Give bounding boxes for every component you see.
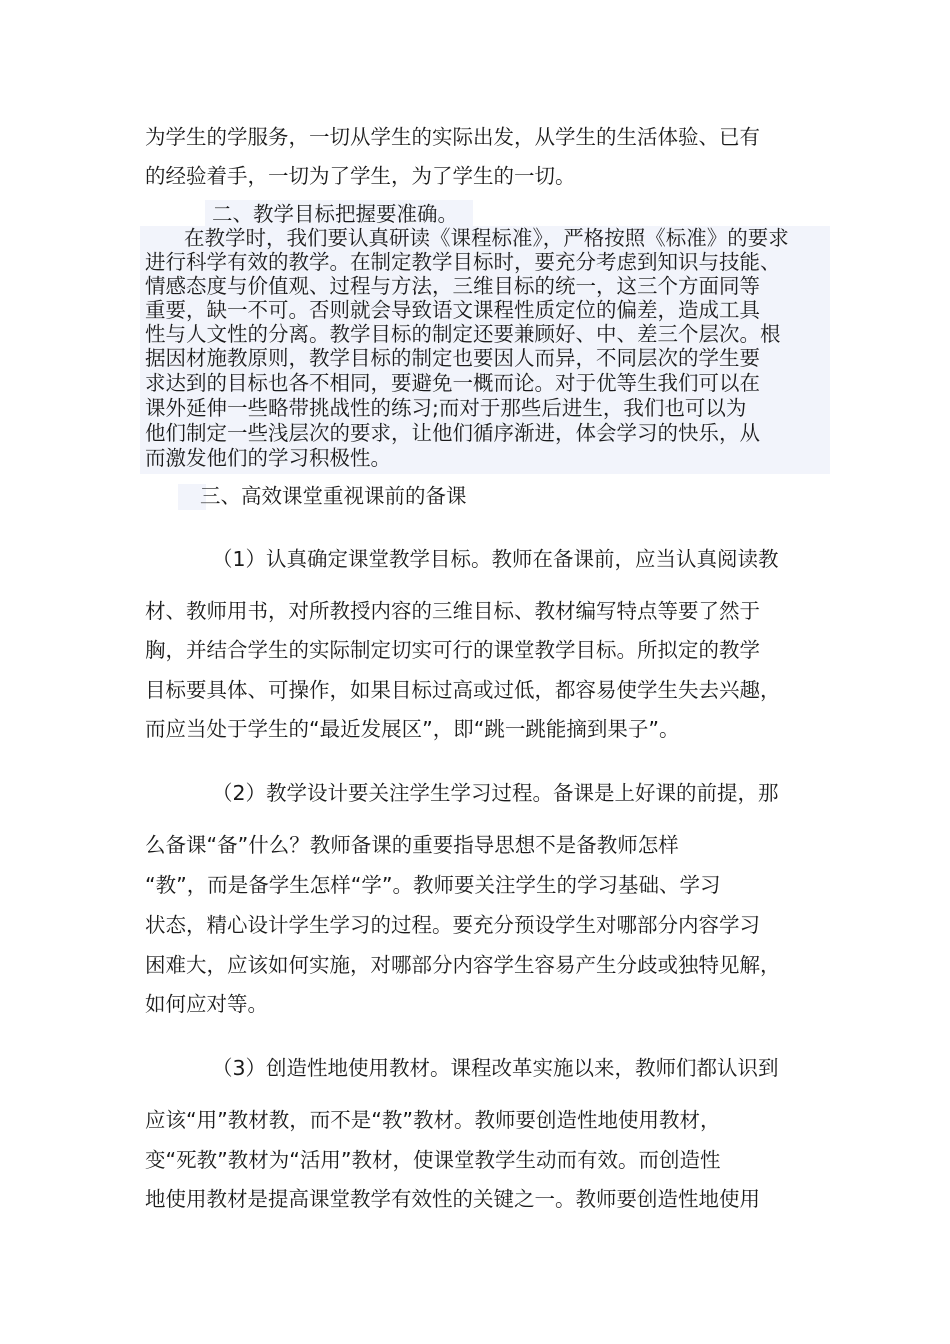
paragraph-line: 而激发他们的学习积极性。 — [145, 446, 391, 470]
paragraph-line: 求达到的目标也各不相同，要避免一概而论。对于优等生我们可以在 — [145, 371, 760, 395]
paragraph-line: （1）认真确定课堂教学目标。教师在备课前，应当认真阅读教 — [212, 547, 779, 571]
paragraph-line: 而应当处于学生的“最近发展区”，即“跳一跳能摘到果子”。 — [145, 717, 680, 741]
paragraph-line: 为学生的学服务，一切从学生的实际出发，从学生的生活体验、已有 — [145, 125, 760, 149]
paragraph-line: 性与人文性的分离。教学目标的制定还要兼顾好、中、差三个层次。根 — [145, 322, 781, 346]
paragraph-line: 重要，缺一不可。否则就会导致语文课程性质定位的偏差，造成工具 — [145, 298, 760, 322]
paragraph-line: 应该“用”教材教，而不是“教”教材。教师要创造性地使用教材， — [145, 1108, 721, 1132]
paragraph-line: 他们制定一些浅层次的要求，让他们循序渐进，体会学习的快乐，从 — [145, 421, 760, 445]
paragraph-line: 变“死教”教材为“活用”教材，使课堂教学生动而有效。而创造性 — [145, 1148, 721, 1172]
paragraph-line: 在教学时，我们要认真研读《课程标准》，严格按照《标准》的要求 — [184, 226, 789, 250]
paragraph-line: 的经验着手，一切为了学生，为了学生的一切。 — [145, 164, 576, 188]
paragraph-line: 地使用教材是提高课堂教学有效性的关键之一。教师要创造性地使用 — [145, 1187, 760, 1211]
paragraph-line: 如何应对等。 — [145, 992, 268, 1016]
paragraph-line: 目标要具体、可操作，如果目标过高或过低，都容易使学生失去兴趣， — [145, 678, 781, 702]
paragraph-line: “教”，而是备学生怎样“学”。教师要关注学生的学习基础、学习 — [145, 873, 721, 897]
paragraph-line: 据因材施教原则，教学目标的制定也要因人而异，不同层次的学生要 — [145, 346, 760, 370]
paragraph-line: 困难大，应该如何实施，对哪部分内容学生容易产生分歧或独特见解， — [145, 953, 781, 977]
section-heading: 三、高效课堂重视课前的备课 — [200, 484, 467, 508]
paragraph-line: 情感态度与价值观、过程与方法，三维目标的统一，这三个方面同等 — [145, 274, 760, 298]
paragraph-line: 么备课“备”什么？教师备课的重要指导思想不是备教师怎样 — [145, 833, 679, 857]
paragraph-line: （3）创造性地使用教材。课程改革实施以来，教师们都认识到 — [212, 1056, 779, 1080]
paragraph-line: 课外延伸一些略带挑战性的练习;而对于那些后进生，我们也可以为 — [145, 396, 747, 420]
paragraph-line: 胸，并结合学生的实际制定切实可行的课堂教学目标。所拟定的教学 — [145, 638, 760, 662]
paragraph-line: 进行科学有效的教学。在制定教学目标时，要充分考虑到知识与技能、 — [145, 250, 781, 274]
paragraph-line: （2）教学设计要关注学生学习过程。备课是上好课的前提，那 — [212, 781, 779, 805]
paragraph-line: 状态，精心设计学生学习的过程。要充分预设学生对哪部分内容学习 — [145, 913, 760, 937]
section-heading: 二、教学目标把握要准确。 — [212, 202, 458, 226]
paragraph-line: 材、教师用书，对所教授内容的三维目标、教材编写特点等要了然于 — [145, 599, 760, 623]
